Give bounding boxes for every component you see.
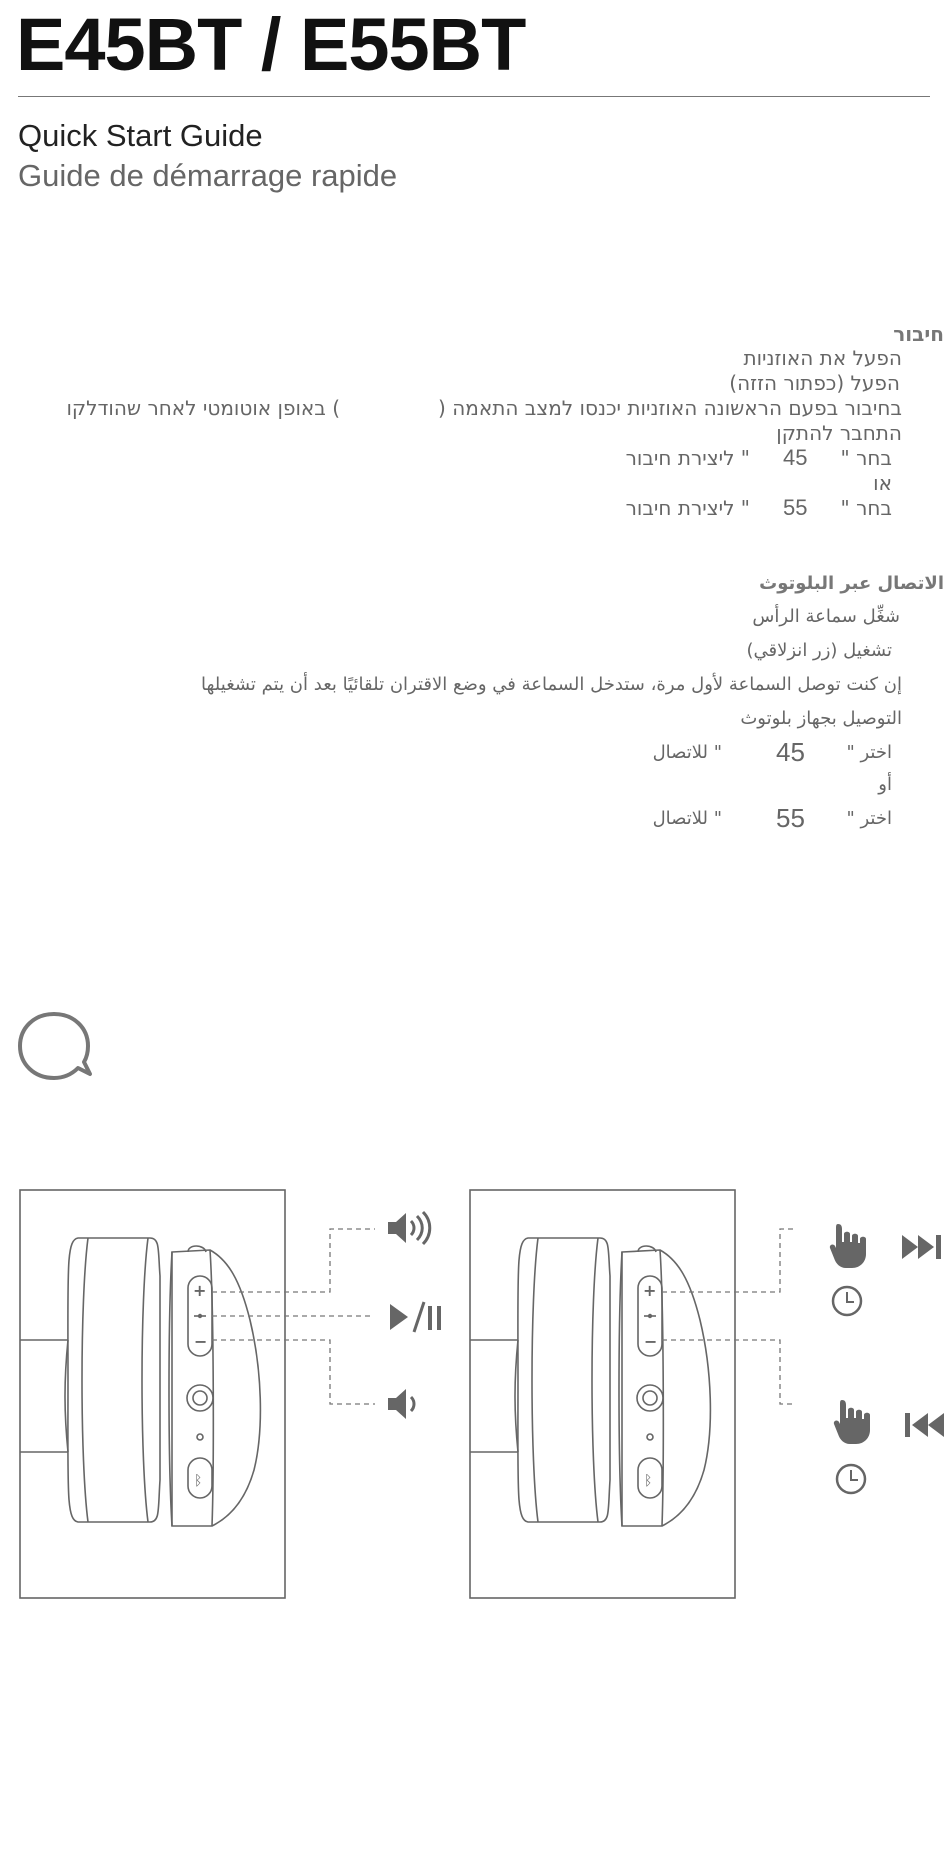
svg-text:−: − — [194, 1332, 208, 1351]
hebrew-or: או — [873, 471, 892, 495]
play-pause-icon — [388, 1300, 444, 1334]
svg-text:+: + — [193, 1281, 207, 1300]
next-track-icon — [900, 1232, 944, 1262]
arabic-select-suffix-55: " للاتصال — [652, 808, 722, 829]
clock-icon — [830, 1284, 864, 1318]
volume-down-icon — [386, 1386, 426, 1422]
hebrew-line-power-on: הפעל את האוזניות — [743, 346, 902, 370]
hebrew-model-55: 55 — [783, 495, 808, 520]
hebrew-select-suffix-55: " ליצירת חיבור — [625, 496, 750, 520]
speech-bubble-icon — [16, 1010, 94, 1084]
hebrew-line-pairing-auto: ) באופן אוטומטי לאחר שהודלקו — [66, 396, 340, 420]
press-hold-hand-icon — [828, 1220, 878, 1270]
arabic-model-45: 45 — [776, 737, 805, 767]
svg-text:−: − — [644, 1332, 658, 1351]
arabic-or: أو — [878, 774, 892, 795]
hebrew-select-label-45: בחר " — [840, 446, 892, 470]
arabic-model-55: 55 — [776, 803, 805, 833]
right-diagram-frame — [470, 1190, 735, 1598]
arabic-line-pairing-mode: إن كنت توصل السماعة لأول مرة، ستدخل السماعة في وضع الاقتران تلقائيًا بعد أن يتم تشغيلها — [201, 674, 902, 695]
left-diagram-frame — [20, 1190, 285, 1598]
press-hold-hand-icon — [832, 1396, 882, 1446]
model-title: E45BT / E55BT — [16, 3, 526, 86]
svg-text:+: + — [643, 1281, 657, 1300]
arabic-select-suffix-45: " للاتصال — [652, 742, 722, 763]
clock-icon — [834, 1462, 868, 1496]
subtitle-french: Guide de démarrage rapide — [18, 158, 398, 193]
arabic-line-connect-device: التوصيل بجهاز بلوتوث — [740, 708, 902, 729]
hebrew-model-45: 45 — [783, 445, 808, 470]
hebrew-select-suffix-45: " ליצירת חיבור — [625, 446, 750, 470]
title-divider — [18, 96, 930, 97]
hebrew-line-pairing-mode: בחיבור בפעם הראשונה האוזניות יכנסו למצב התאמה ( — [438, 396, 902, 420]
svg-text:ᛒ: ᛒ — [644, 1473, 653, 1489]
arabic-select-label-55: اختر " — [846, 808, 892, 829]
arabic-heading: الاتصال عبر البلوتوث — [759, 573, 944, 594]
arabic-select-label-45: اختر " — [846, 742, 892, 763]
hebrew-heading: חיבור — [893, 322, 944, 346]
subtitle-english: Quick Start Guide — [18, 118, 263, 153]
hebrew-line-slide-button: הפעל (כפתור הזזה) — [729, 371, 900, 395]
track-controls-diagram — [450, 1180, 800, 1600]
svg-text:ᛒ: ᛒ — [194, 1473, 203, 1489]
arabic-line-power-on: شغِّل سماعة الرأس — [752, 606, 900, 627]
arabic-line-slide-button: تشغيل (زر انزلاقي) — [746, 640, 892, 661]
hebrew-line-connect-device: התחבר להתקן — [776, 421, 902, 445]
volume-up-icon — [386, 1210, 434, 1246]
previous-track-icon — [902, 1410, 946, 1440]
hebrew-select-label-55: בחר " — [840, 496, 892, 520]
